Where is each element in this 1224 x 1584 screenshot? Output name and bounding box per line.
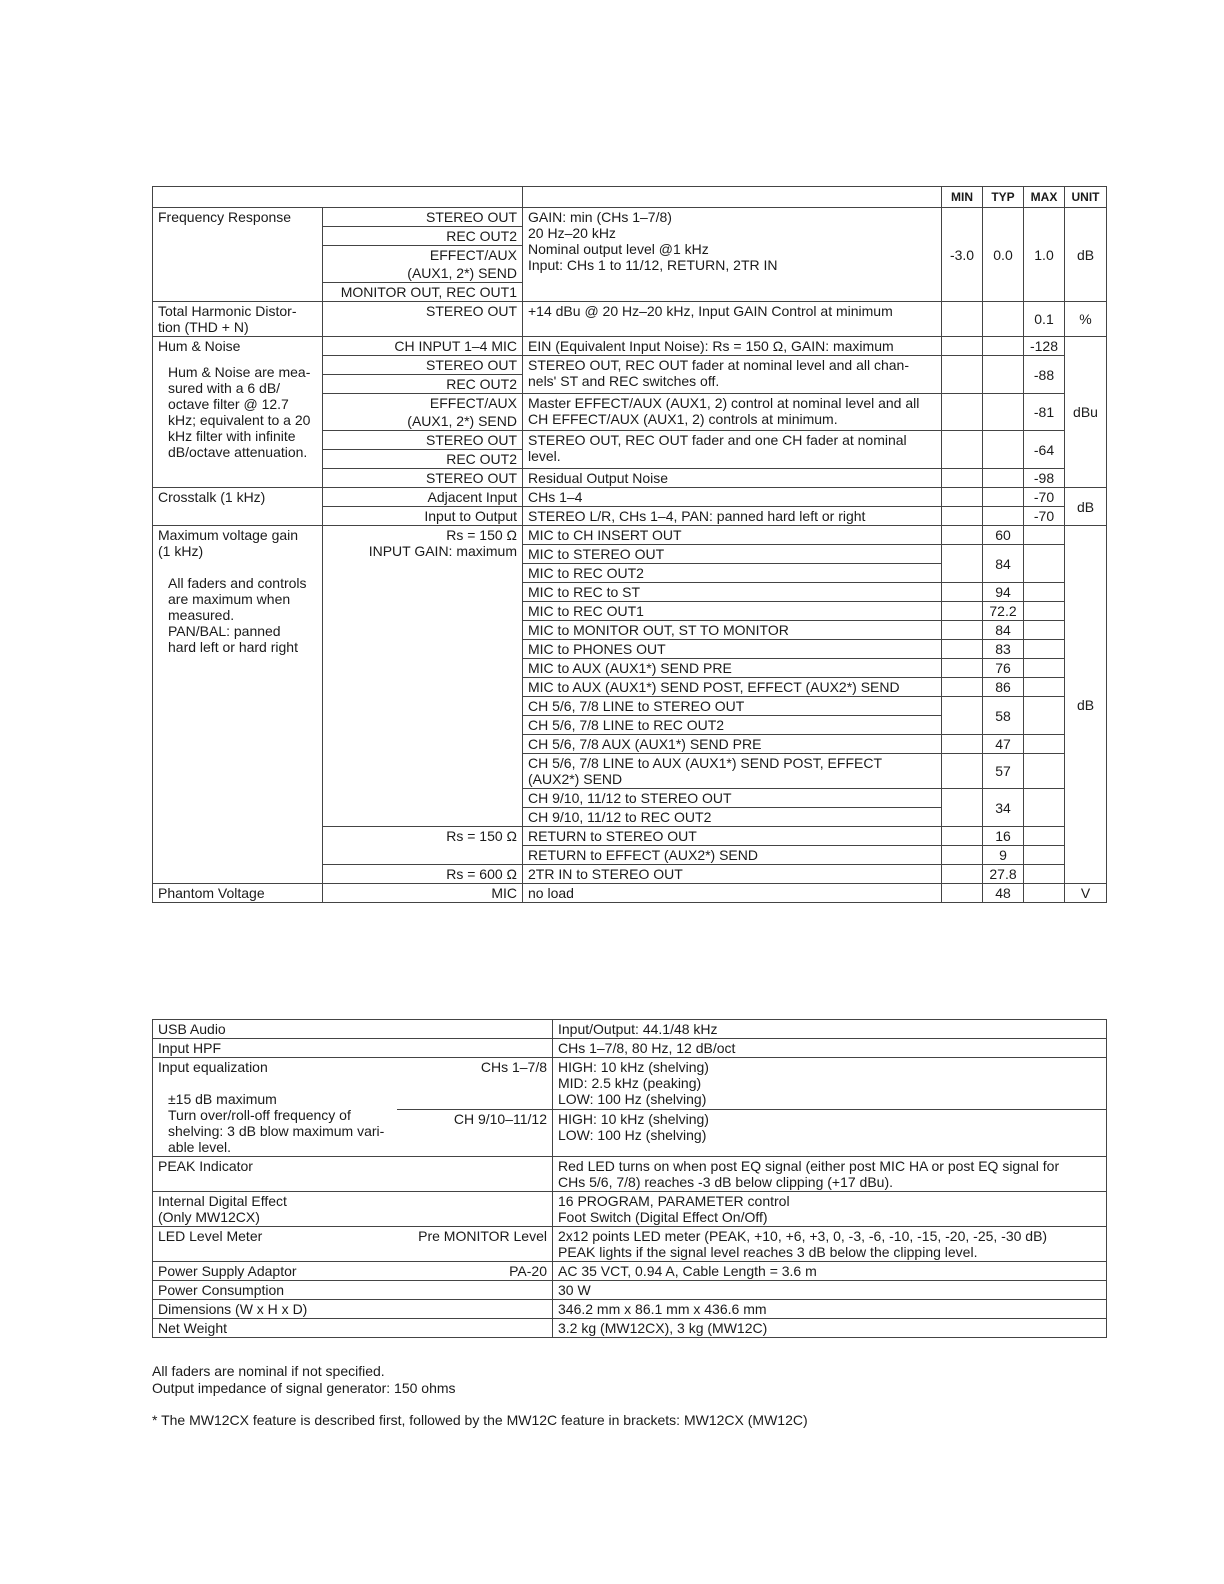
condition-cell: 2TR IN to STEREO OUT: [523, 865, 942, 884]
condition-cell: Master EFFECT/AUX (AUX1, 2) control at nominal level and all CH EFFECT/AUX (AUX1, 2) controls at minimum.: [523, 394, 942, 431]
condition-cell: CH 9/10, 11/12 to STEREO OUT: [523, 789, 942, 808]
table-row: [153, 1157, 1107, 1192]
condition-cell: CH 5/6, 7/8 LINE to REC OUT2: [523, 716, 942, 735]
table-header-row: [153, 187, 1107, 208]
condition-cell: MIC to REC OUT1: [523, 602, 942, 621]
peak-indicator-label: PEAK Indicator: [153, 1157, 553, 1192]
typ-value: 16: [983, 827, 1024, 846]
condition-cell: RETURN to STEREO OUT: [523, 827, 942, 846]
condition-cell: no load: [523, 884, 942, 903]
typ-value: 83: [983, 640, 1024, 659]
hum-noise-label: Hum & Noise Hum & Noise are mea- sured with a 6 dB/ octave filter @ 12.7 kHz; equivalent to a 20 kHz filter with infinite dB/octave attenuation.: [153, 337, 323, 488]
dimensions-value: 346.2 mm x 86.1 mm x 436.6 mm: [553, 1300, 1107, 1319]
col-header-min: MIN: [942, 187, 983, 208]
footnote: * The MW12CX feature is described first, followed by the MW12C feature in brackets: MW12CX (MW12C): [152, 1412, 808, 1428]
eq-channel-values: HIGH: 10 kHz (shelving) MID: 2.5 kHz (peaking) LOW: 100 Hz (shelving): [553, 1058, 1107, 1110]
typ-value: 58: [983, 697, 1024, 735]
source-cell: REC OUT2: [323, 450, 523, 469]
unit-value: dB: [1065, 526, 1107, 884]
hum-noise-note: Hum & Noise are mea- sured with a 6 dB/ octave filter @ 12.7 kHz; equivalent to a 20 kHz filter with infinite dB/octave attenuation.: [168, 364, 311, 460]
min-value: -3.0: [942, 208, 983, 302]
crosstalk-label: Crosstalk (1 kHz): [153, 488, 323, 526]
note-line: All faders are nominal if not specified.: [152, 1363, 385, 1379]
max-value: -64: [1024, 431, 1065, 469]
condition-cell: MIC to AUX (AUX1*) SEND PRE: [523, 659, 942, 678]
table-row: [153, 1300, 1107, 1319]
source-cell: (AUX1, 2*) SEND: [323, 412, 523, 431]
dimensions-label: Dimensions (W x H x D): [153, 1300, 553, 1319]
source-cell: REC OUT2: [323, 375, 523, 394]
thd-label: Total Harmonic Distor- tion (THD + N): [153, 302, 323, 337]
typ-value: 34: [983, 789, 1024, 827]
max-value: -98: [1024, 469, 1065, 488]
typ-value: 47: [983, 735, 1024, 754]
source-cell: Adjacent Input: [323, 488, 523, 507]
led-meter-value: 2x12 points LED meter (PEAK, +10, +6, +3, 0, -3, -6, -10, -15, -20, -25, -30 dB) PEAK lights if the signal level reaches 3 dB below the clipping level.: [553, 1227, 1107, 1262]
phantom-voltage-label: Phantom Voltage: [153, 884, 323, 903]
table-row: [153, 1020, 1107, 1039]
source-cell: STEREO OUT: [323, 469, 523, 488]
power-adaptor-model: PA-20: [397, 1262, 553, 1281]
unit-value: dB: [1065, 488, 1107, 526]
unit-value: dBu: [1065, 337, 1107, 488]
condition-cell: STEREO L/R, CHs 1–4, PAN: panned hard left or right: [523, 507, 942, 526]
input-hpf-value: CHs 1–7/8, 80 Hz, 12 dB/oct: [553, 1039, 1107, 1058]
condition-cell: MIC to PHONES OUT: [523, 640, 942, 659]
table-row: [153, 1227, 1107, 1262]
condition-cell: MIC to REC OUT2: [523, 564, 942, 583]
source-cell: MIC: [323, 884, 523, 903]
eq-channel-label: CH 9/10–11/12: [397, 1110, 553, 1157]
typ-value: 86: [983, 678, 1024, 697]
note-line: Output impedance of signal generator: 150 ohms: [152, 1380, 456, 1396]
table-row: [153, 1319, 1107, 1338]
table-row: [153, 1192, 1107, 1227]
led-meter-sub: Pre MONITOR Level: [397, 1227, 553, 1262]
power-adaptor-value: AC 35 VCT, 0.94 A, Cable Length = 3.6 m: [553, 1262, 1107, 1281]
notes: [152, 1363, 456, 1397]
table-row: [153, 1058, 1107, 1110]
table-row: [153, 302, 1107, 337]
usb-audio-label: USB Audio: [153, 1020, 553, 1039]
power-adaptor-label: Power Supply Adaptor: [153, 1262, 397, 1281]
typ-value: 48: [983, 884, 1024, 903]
eq-channel-values: HIGH: 10 kHz (shelving) LOW: 100 Hz (shelving): [553, 1110, 1107, 1157]
condition-cell: MIC to AUX (AUX1*) SEND POST, EFFECT (AUX2*) SEND: [523, 678, 942, 697]
unit-value: dB: [1065, 208, 1107, 302]
table-row: [153, 337, 1107, 356]
max-voltage-gain-label: Maximum voltage gain (1 kHz) All faders and controls are maximum when measured. PAN/BAL: panned hard left or hard right: [153, 526, 323, 884]
input-eq-label: Input equalization ±15 dB maximum Turn over/roll-off frequency of shelving: 3 dB blow maximum vari- able level.: [153, 1058, 397, 1157]
table-row: [153, 1262, 1107, 1281]
net-weight-label: Net Weight: [153, 1319, 553, 1338]
col-header-typ: TYP: [983, 187, 1024, 208]
frequency-response-conditions: GAIN: min (CHs 1–7/8) 20 Hz–20 kHz Nominal output level @1 kHz Input: CHs 1 to 11/12, RETURN, 2TR IN: [523, 208, 942, 302]
condition-cell: MIC to CH INSERT OUT: [523, 526, 942, 545]
condition-cell: Residual Output Noise: [523, 469, 942, 488]
source-cell: REC OUT2: [323, 227, 523, 246]
max-value: -70: [1024, 488, 1065, 507]
typ-value: 0.0: [983, 208, 1024, 302]
table-row: [153, 884, 1107, 903]
usb-audio-value: Input/Output: 44.1/48 kHz: [553, 1020, 1107, 1039]
source-cell: EFFECT/AUX: [323, 394, 523, 413]
typ-value: 27.8: [983, 865, 1024, 884]
condition-cell: MIC to REC to ST: [523, 583, 942, 602]
condition-cell: CH 5/6, 7/8 LINE to STEREO OUT: [523, 697, 942, 716]
max-value: -81: [1024, 394, 1065, 431]
max-value: -70: [1024, 507, 1065, 526]
max-value: -88: [1024, 356, 1065, 394]
typ-value: 60: [983, 526, 1024, 545]
source-cell: (AUX1, 2*) SEND: [323, 264, 523, 283]
typ-value: 76: [983, 659, 1024, 678]
table-row: [153, 1281, 1107, 1300]
peak-indicator-value: Red LED turns on when post EQ signal (either post MIC HA or post EQ signal for CHs 5/6, 7/8) reaches -3 dB below clipping (+17 dBu).: [553, 1157, 1107, 1192]
source-cell: MONITOR OUT, REC OUT1: [323, 283, 523, 302]
power-consumption-value: 30 W: [553, 1281, 1107, 1300]
max-value: 1.0: [1024, 208, 1065, 302]
eq-channel-label: CHs 1–7/8: [397, 1058, 553, 1110]
typ-value: 9: [983, 846, 1024, 865]
power-consumption-label: Power Consumption: [153, 1281, 553, 1300]
source-cell: Rs = 150 Ω INPUT GAIN: maximum: [323, 526, 523, 827]
table-row: [153, 1039, 1107, 1058]
table-row: [153, 208, 1107, 227]
condition-cell: STEREO OUT, REC OUT fader at nominal level and all chan- nels' ST and REC switches off.: [523, 356, 942, 394]
typ-value: 94: [983, 583, 1024, 602]
source-cell: Rs = 150 Ω: [323, 827, 523, 865]
typ-value: 84: [983, 545, 1024, 583]
source-cell: Input to Output: [323, 507, 523, 526]
input-eq-note: ±15 dB maximum Turn over/roll-off frequency of shelving: 3 dB blow maximum vari- able level.: [168, 1091, 385, 1155]
condition-cell: +14 dBu @ 20 Hz–20 kHz, Input GAIN Control at minimum: [523, 302, 942, 337]
condition-cell: EIN (Equivalent Input Noise): Rs = 150 Ω, GAIN: maximum: [523, 337, 942, 356]
source-cell: STEREO OUT: [323, 302, 523, 337]
table-row: [153, 526, 1107, 545]
specifications-table-1: [152, 186, 1107, 903]
typ-value: 72.2: [983, 602, 1024, 621]
condition-cell: CH 5/6, 7/8 AUX (AUX1*) SEND PRE: [523, 735, 942, 754]
source-cell: STEREO OUT: [323, 431, 523, 450]
source-cell: Rs = 600 Ω: [323, 865, 523, 884]
specifications-table-2: [152, 1019, 1107, 1338]
col-header-max: MAX: [1024, 187, 1065, 208]
unit-value: %: [1065, 302, 1107, 337]
net-weight-value: 3.2 kg (MW12CX), 3 kg (MW12C): [553, 1319, 1107, 1338]
condition-cell: CHs 1–4: [523, 488, 942, 507]
source-cell: CH INPUT 1–4 MIC: [323, 337, 523, 356]
led-meter-label: LED Level Meter: [153, 1227, 397, 1262]
typ-value: 57: [983, 754, 1024, 789]
col-header-unit: UNIT: [1065, 187, 1107, 208]
input-hpf-label: Input HPF: [153, 1039, 553, 1058]
table-row: [153, 488, 1107, 507]
max-value: 0.1: [1024, 302, 1065, 337]
unit-value: V: [1065, 884, 1107, 903]
condition-cell: CH 5/6, 7/8 LINE to AUX (AUX1*) SEND POST, EFFECT (AUX2*) SEND: [523, 754, 942, 789]
condition-cell: CH 9/10, 11/12 to REC OUT2: [523, 808, 942, 827]
typ-value: 84: [983, 621, 1024, 640]
digital-effect-value: 16 PROGRAM, PARAMETER control Foot Switch (Digital Effect On/Off): [553, 1192, 1107, 1227]
frequency-response-label: Frequency Response: [153, 208, 323, 302]
condition-cell: STEREO OUT, REC OUT fader and one CH fader at nominal level.: [523, 431, 942, 469]
digital-effect-label: Internal Digital Effect (Only MW12CX): [153, 1192, 553, 1227]
source-cell: EFFECT/AUX: [323, 246, 523, 265]
source-cell: STEREO OUT: [323, 208, 523, 227]
source-cell: STEREO OUT: [323, 356, 523, 375]
max-voltage-gain-note: All faders and controls are maximum when measured. PAN/BAL: panned hard left or hard right: [168, 575, 307, 655]
condition-cell: RETURN to EFFECT (AUX2*) SEND: [523, 846, 942, 865]
max-value: -128: [1024, 337, 1065, 356]
condition-cell: MIC to MONITOR OUT, ST TO MONITOR: [523, 621, 942, 640]
condition-cell: MIC to STEREO OUT: [523, 545, 942, 564]
